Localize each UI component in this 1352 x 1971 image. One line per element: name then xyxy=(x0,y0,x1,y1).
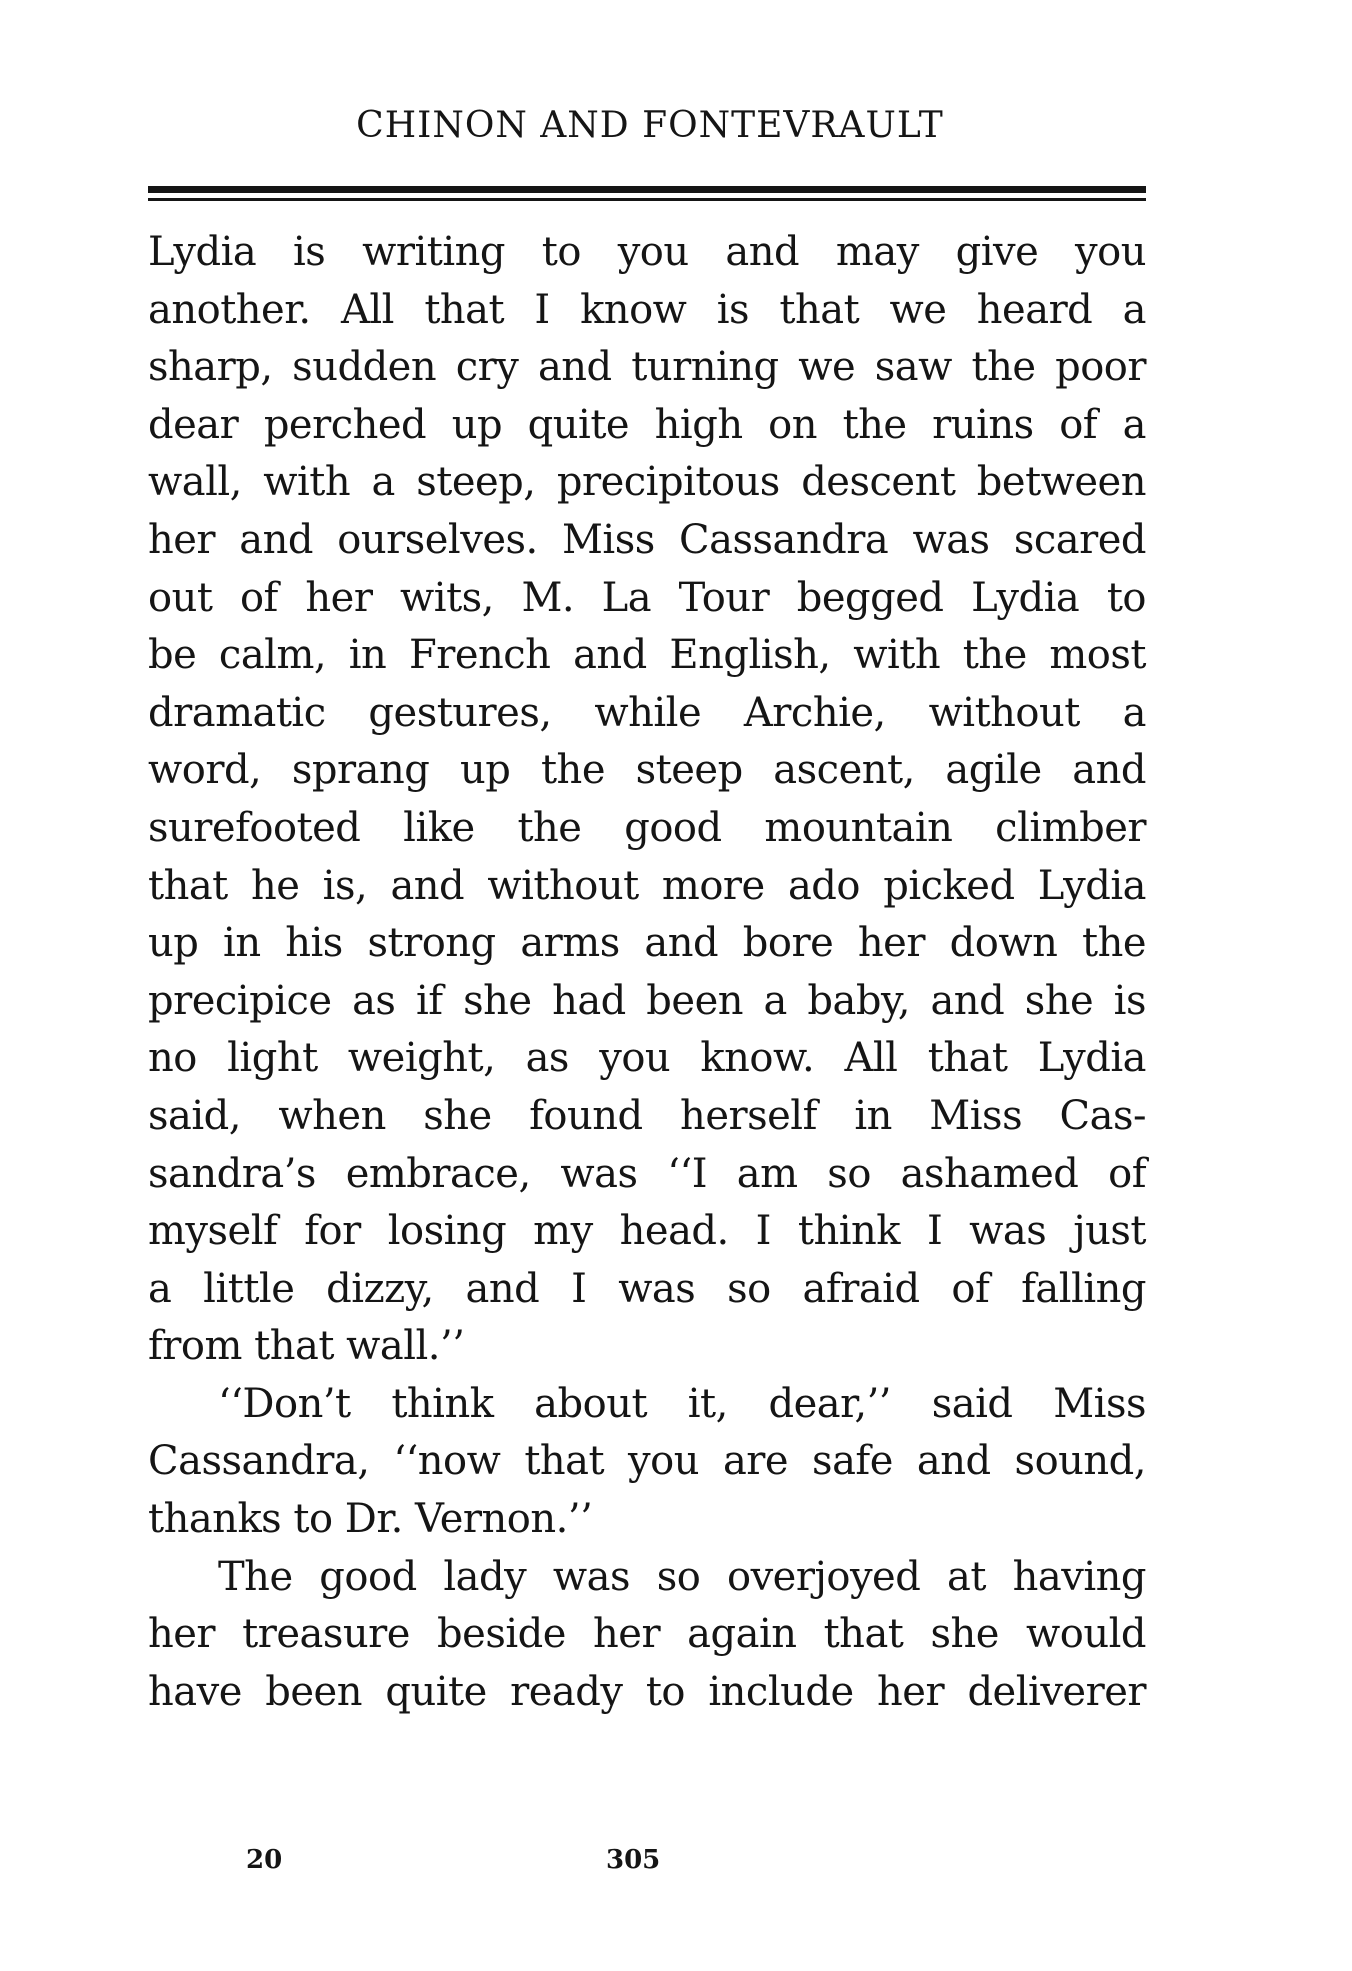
text-line: dramatic gestures, while Archie, without a xyxy=(148,689,1146,736)
signature-mark: 20 xyxy=(246,1845,283,1875)
text-line: out of her wits, M. La Tour begged Lydia to xyxy=(148,574,1146,621)
text-line: myself for losing my head. I think I was just xyxy=(148,1208,1146,1255)
text-line: surefooted like the good mountain climber xyxy=(148,804,1146,851)
text-line: be calm, in French and English, with the most xyxy=(148,632,1146,679)
text-line: precipice as if she had been a baby, and she is xyxy=(148,977,1146,1024)
text-line: Lydia is writing to you and may give you xyxy=(148,229,1146,275)
text-line: dear perched up quite high on the ruins of a xyxy=(148,401,1146,448)
header-rule-thick xyxy=(148,186,1146,193)
text-line: Cassandra, ‘‘now that you are safe and sound, xyxy=(148,1438,1146,1485)
text-line: ‘‘Don’t think about it, dear,’’ said Miss xyxy=(218,1380,1146,1427)
page-number: 305 xyxy=(606,1845,661,1875)
text-line: The good lady was so overjoyed at having xyxy=(218,1553,1146,1600)
text-line: her treasure beside her again that she would xyxy=(148,1611,1146,1658)
body-text xyxy=(148,224,1146,1721)
text-line: word, sprang up the steep ascent, agile and xyxy=(148,747,1146,794)
text-line: no light weight, as you know. All that Lydia xyxy=(148,1035,1146,1082)
text-line: sharp, sudden cry and turning we saw the poor xyxy=(148,344,1146,391)
running-head: CHINON AND FONTEVRAULT xyxy=(356,105,944,146)
text-line: thanks to Dr. Vernon.’’ xyxy=(148,1496,593,1543)
text-line: sandra’s embrace, was ‘‘I am so ashamed of xyxy=(148,1150,1146,1197)
text-line: another. All that I know is that we heard a xyxy=(148,286,1146,333)
text-line: a little dizzy, and I was so afraid of falling xyxy=(148,1265,1146,1312)
text-line: said, when she found herself in Miss Cas- xyxy=(148,1092,1146,1139)
text-line: from that wall.’’ xyxy=(148,1323,465,1370)
text-line: wall, with a steep, precipitous descent between xyxy=(148,459,1146,506)
text-line: that he is, and without more ado picked Lydia xyxy=(148,862,1146,909)
text-line: up in his strong arms and bore her down the xyxy=(148,920,1146,967)
text-line: her and ourselves. Miss Cassandra was scared xyxy=(148,516,1146,563)
header-rule-thin xyxy=(148,198,1146,201)
text-line: have been quite ready to include her deliverer xyxy=(148,1668,1146,1715)
